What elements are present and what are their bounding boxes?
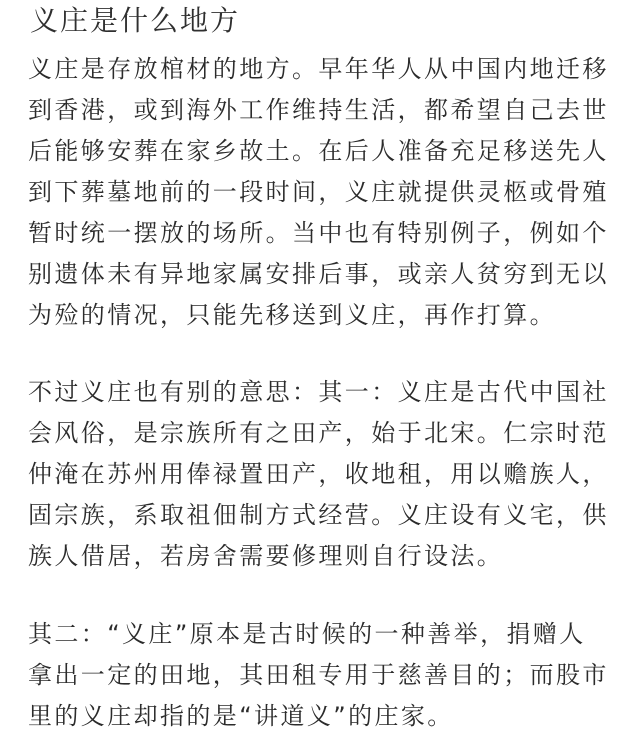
paragraph-line: 到下葬墓地前的一段时间，义庄就提供灵柩或骨殖 bbox=[28, 178, 609, 206]
paragraph-1 bbox=[28, 49, 612, 336]
paragraph-line: 后能够安葬在家乡故土。在后人准备充足移送先人 bbox=[28, 137, 609, 165]
paragraph-line: 其二：“义庄”原本是古时候的一种善举，捐赠人 bbox=[28, 620, 586, 648]
paragraph-line: 拿出一定的田地，其田租专用于慈善目的；而股市 bbox=[28, 661, 609, 689]
paragraph-line: 仲淹在苏州用俸禄置田产，收地租，用以赡族人， bbox=[28, 460, 609, 488]
paragraph-line: 到香港，或到海外工作维持生活，都希望自己去世 bbox=[28, 96, 609, 124]
paragraph-line: 族人借居，若房舍需要修理则自行设法。 bbox=[28, 542, 504, 570]
paragraph-line: 会风俗，是宗族所有之田产，始于北宋。仁宗时范 bbox=[28, 419, 609, 447]
paragraph-2 bbox=[28, 372, 612, 577]
paragraph-line: 义庄是存放棺材的地方。早年华人从中国内地迁移 bbox=[28, 55, 609, 83]
paragraph-line: 不过义庄也有别的意思：其一：义庄是古代中国社 bbox=[28, 378, 609, 406]
paragraph-line: 里的义庄却指的是“讲道义”的庄家。 bbox=[28, 702, 454, 730]
paragraph-line: 为殓的情况，只能先移送到义庄，再作打算。 bbox=[28, 301, 556, 329]
paragraph-line: 别遗体未有异地家属安排后事，或亲人贫穷到无以 bbox=[28, 260, 609, 288]
paragraph-line: 固宗族，系取祖佃制方式经营。义庄设有义宅，供 bbox=[28, 501, 609, 529]
paragraph-3 bbox=[28, 614, 612, 737]
paragraph-line: 暂时统一摆放的场所。当中也有特别例子，例如个 bbox=[28, 219, 609, 247]
article-title: 义庄是什么地方 bbox=[30, 4, 241, 37]
